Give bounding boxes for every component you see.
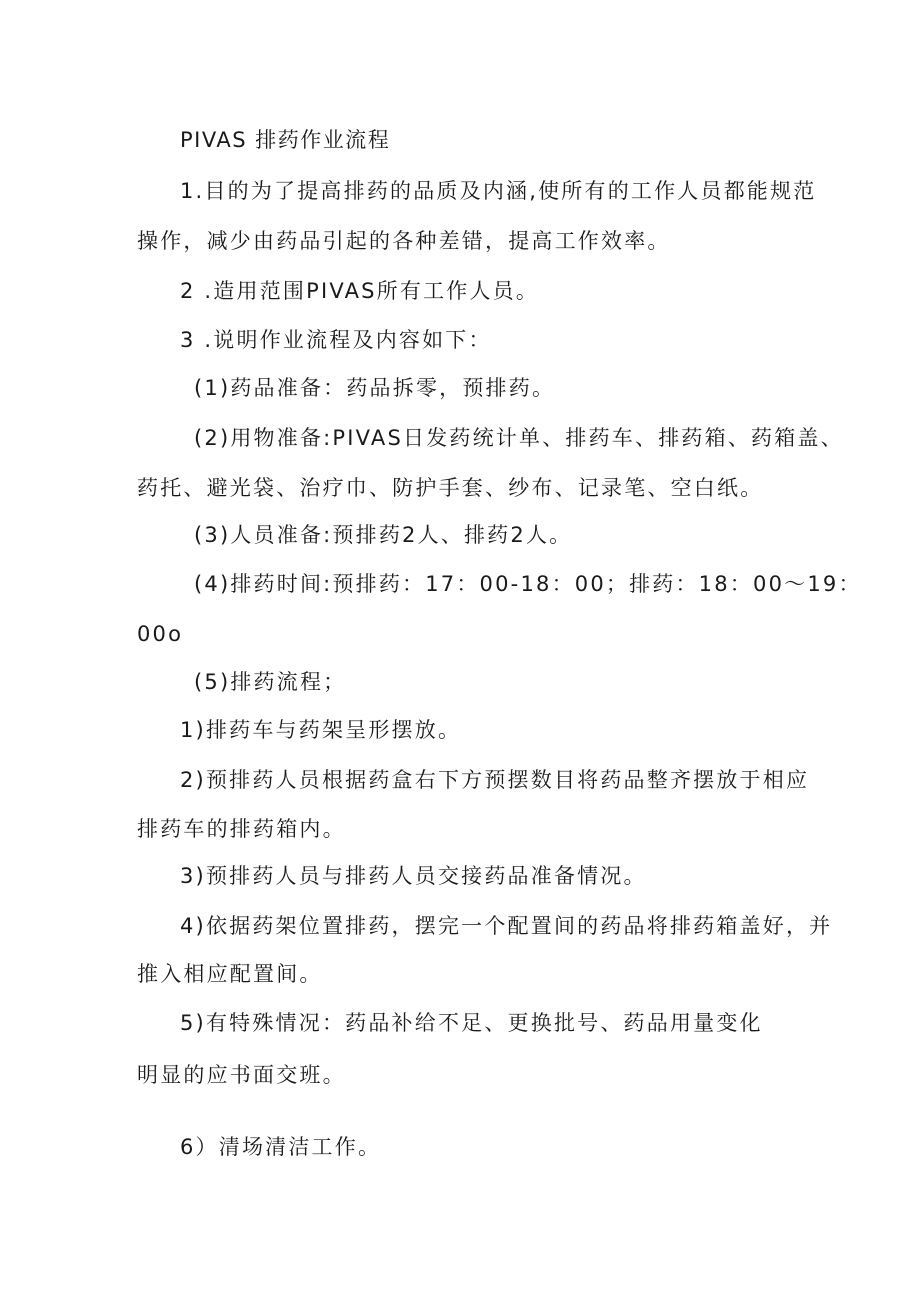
item-4-line-2: 00o [137,622,184,646]
step-5-line-2: 明显的应书面交班。 [137,1063,346,1087]
item-1: (1)药品准备：药品拆零，预排药。 [194,376,556,400]
section-2: 2 .造用范围PIVAS所有工作人员。 [180,279,540,303]
step-2-line-2: 排药车的排药箱内。 [137,817,346,841]
item-5: (5)排药流程； [194,670,347,694]
step-1: 1)排药车与药架呈形摆放。 [180,718,462,742]
step-5-line-1: 5)有特殊情况：药品补给不足、更换批号、药品用量变化 [180,1011,763,1035]
section-1-line-2: 操作，减少由药品引起的各种差错，提高工作效率。 [137,229,671,253]
step-3: 3)预排药人员与排药人员交接药品准备情况。 [180,864,647,888]
step-4-line-1: 4)依据药架位置排药，摆完一个配置间的药品将排药箱盖好，并 [180,914,833,938]
step-4-line-2: 推入相应配置间。 [137,962,323,986]
step-2-line-1: 2)预排药人员根据药盒右下方预摆数目将药品整齐摆放于相应 [180,768,810,792]
section-1-line-1: 1.目的为了提高排药的品质及内涵,使所有的工作人员都能规范 [180,179,817,203]
item-3: (3)人员准备:预排药2人、排药2人。 [194,523,573,547]
section-3: 3 .说明作业流程及内容如下： [180,328,492,352]
step-6: 6）清场清洁工作。 [180,1135,382,1159]
item-2-line-2: 药托、避光袋、治疗巾、防护手套、纱布、记录笔、空白纸。 [137,476,764,500]
document-title: PIVAS 排药作业流程 [180,128,391,152]
item-2-line-1: (2)用物准备:PIVAS日发药统计单、排药车、排药箱、药箱盖、 [194,426,844,450]
item-4-line-1: (4)排药时间:预排药：17：00-18：00；排药：18：00～19： [194,572,862,596]
